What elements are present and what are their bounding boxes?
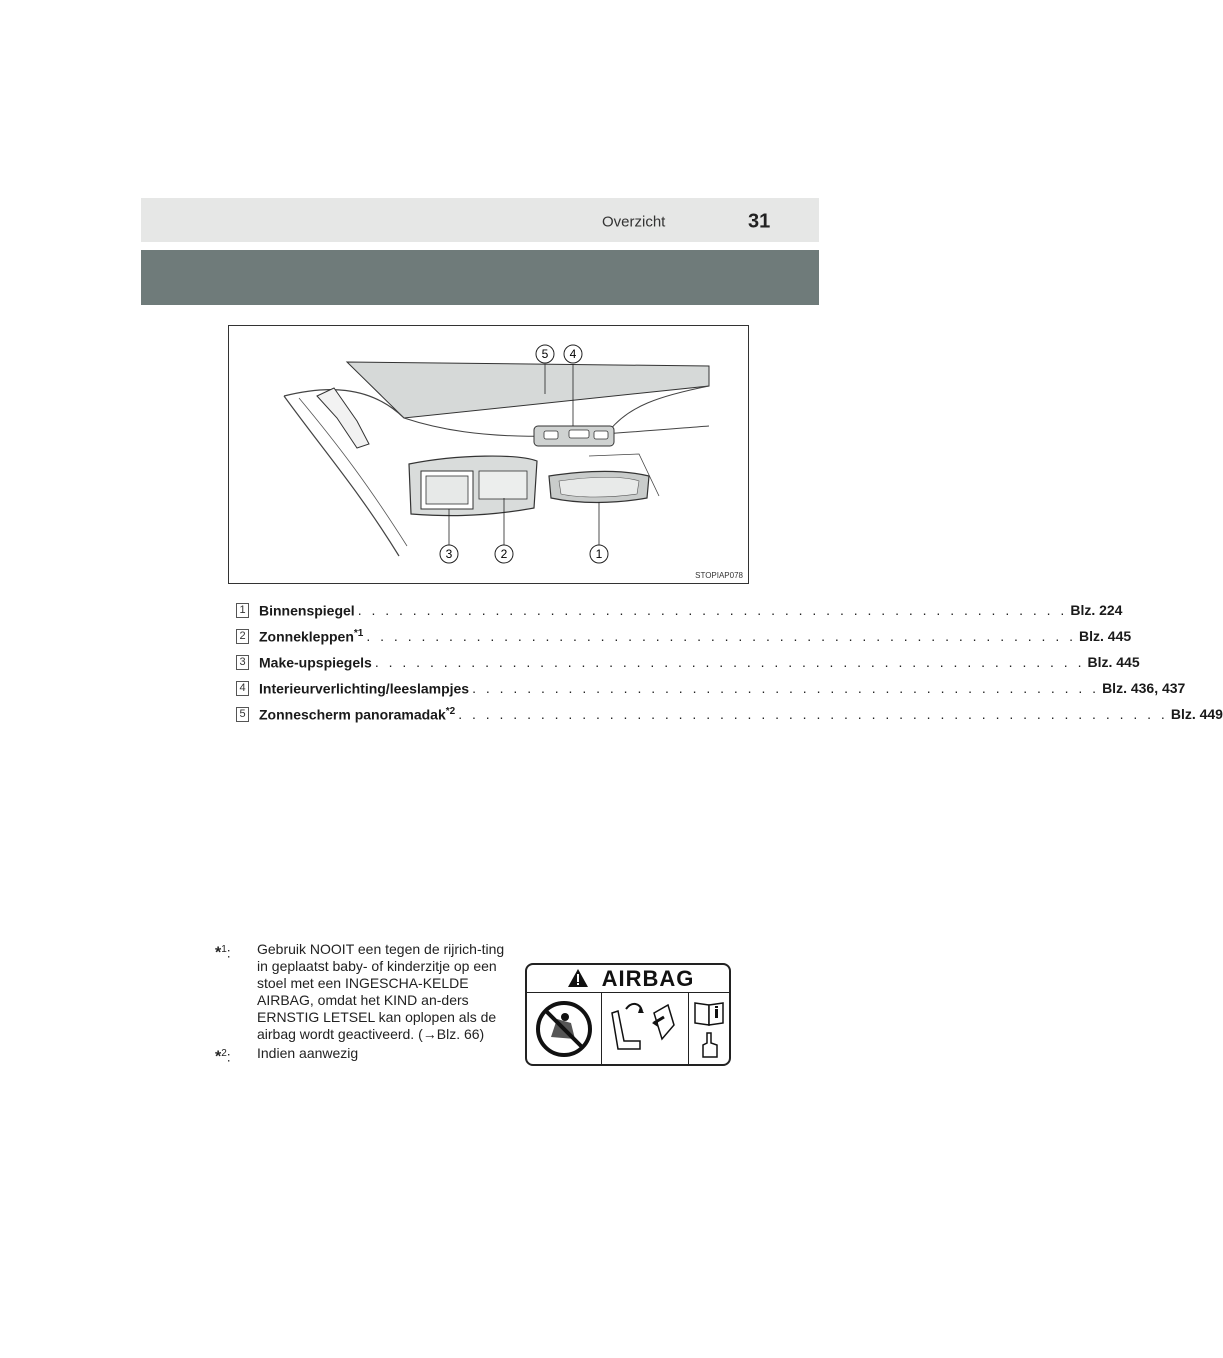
chapter-band bbox=[141, 250, 819, 305]
page-reference[interactable]: Blz. 436, 437 bbox=[1102, 680, 1186, 696]
footnote-text: Indien aanwezig bbox=[257, 1045, 359, 1061]
panoramic-roof bbox=[347, 362, 709, 418]
footnotes bbox=[215, 941, 515, 1066]
list-item bbox=[236, 623, 1132, 649]
section-title: Overzicht bbox=[602, 213, 666, 231]
item-label: Zonnekleppen$^{*1}$ bbox=[259, 627, 364, 645]
item-label: Binnenspiegel bbox=[259, 602, 355, 619]
warning-triangle-icon bbox=[567, 968, 589, 988]
item-label: Zonnescherm panoramadak$^{*2}$ bbox=[259, 705, 456, 723]
list-item bbox=[236, 649, 1140, 675]
dot-leader: . . . . . . . . . . . . . . . . . . . . . . . . . . . . . . . . . . . . . . . . . . . . . . . . . . . . bbox=[458, 706, 1168, 722]
image-code: STOPIAP078 bbox=[695, 571, 743, 580]
list-item bbox=[236, 597, 1123, 623]
interior-drawing bbox=[229, 326, 750, 585]
manual-info-icon bbox=[689, 993, 731, 1065]
dot-leader: . . . . . . . . . . . . . . . . . . . . . . . . . . . . . . . . . . . . . . . . . . . . . . . . . . . . bbox=[366, 628, 1076, 644]
item-number: 3 bbox=[236, 655, 249, 670]
rear-facing-seat-cell bbox=[602, 993, 689, 1065]
dot-leader: . . . . . . . . . . . . . . . . . . . . . . . . . . . . . . . . . . . . . . . . . . . . . . . . . . . . bbox=[357, 602, 1068, 618]
footnote-marker: *$^1$: bbox=[215, 944, 231, 962]
rear-facing-seat-icon bbox=[602, 993, 688, 1065]
dot-leader: . . . . . . . . . . . . . . . . . . . . . . . . . . . . . . . . . . . . . . . . . . . . . . bbox=[472, 680, 1100, 696]
item-label: Interieurverlichting/leeslampjes bbox=[259, 680, 470, 697]
svg-text:4: 4 bbox=[569, 347, 577, 361]
svg-text:5: 5 bbox=[541, 347, 549, 361]
page-reference[interactable]: Blz. 445 bbox=[1087, 654, 1140, 670]
svg-text:2: 2 bbox=[500, 547, 508, 561]
footnote-marker: *$^2$: bbox=[215, 1048, 231, 1066]
airbag-label-icons bbox=[527, 993, 729, 1065]
component-list bbox=[236, 597, 1223, 727]
footnote-1 bbox=[215, 941, 515, 1043]
item-label: Make-upspiegels bbox=[259, 654, 372, 671]
footnote-2 bbox=[215, 1045, 515, 1066]
airbag-label-header bbox=[527, 965, 729, 993]
manual-info-cell bbox=[689, 993, 731, 1065]
svg-text:3: 3 bbox=[445, 547, 453, 561]
grab-handle bbox=[317, 388, 369, 448]
header-bar bbox=[141, 198, 819, 242]
page-reference[interactable]: Blz. 449 bbox=[1170, 706, 1223, 722]
item-number: 2 bbox=[236, 629, 249, 644]
page-reference[interactable]: Blz. 224 bbox=[1070, 602, 1123, 618]
page-number: 31 bbox=[748, 210, 771, 233]
callout-5 bbox=[536, 345, 554, 363]
callout-3 bbox=[440, 545, 458, 563]
dot-leader: . . . . . . . . . . . . . . . . . . . . . . . . . . . . . . . . . . . . . . . . . . . . . . . . . . . . bbox=[374, 654, 1085, 670]
item-number: 1 bbox=[236, 603, 249, 618]
list-item bbox=[236, 701, 1223, 727]
svg-text:1: 1 bbox=[595, 547, 603, 561]
item-number: 5 bbox=[236, 707, 249, 722]
callout-4 bbox=[564, 345, 582, 363]
no-child-seat-cell bbox=[527, 993, 602, 1065]
footnote-text: Gebruik NOOIT een tegen de rijrich-ting in geplaatst baby- of kinderzitje op een stoel met een INGESCHA-KELDE AIRBAG, omdat het KIND an-ders ERNSTIG LETSEL kan oplopen als de airbag wordt geactiveerd. (→Blz. 66) bbox=[257, 941, 505, 1042]
airbag-title: AIRBAG bbox=[601, 965, 695, 991]
list-item bbox=[236, 675, 1186, 701]
overhead-interior-illustration bbox=[228, 325, 749, 584]
no-child-seat-icon bbox=[527, 993, 601, 1065]
callout-1 bbox=[590, 545, 608, 563]
page-reference[interactable]: Blz. 445 bbox=[1079, 628, 1132, 644]
callout-2 bbox=[495, 545, 513, 563]
item-number: 4 bbox=[236, 681, 249, 696]
airbag-warning-label bbox=[525, 963, 731, 1066]
